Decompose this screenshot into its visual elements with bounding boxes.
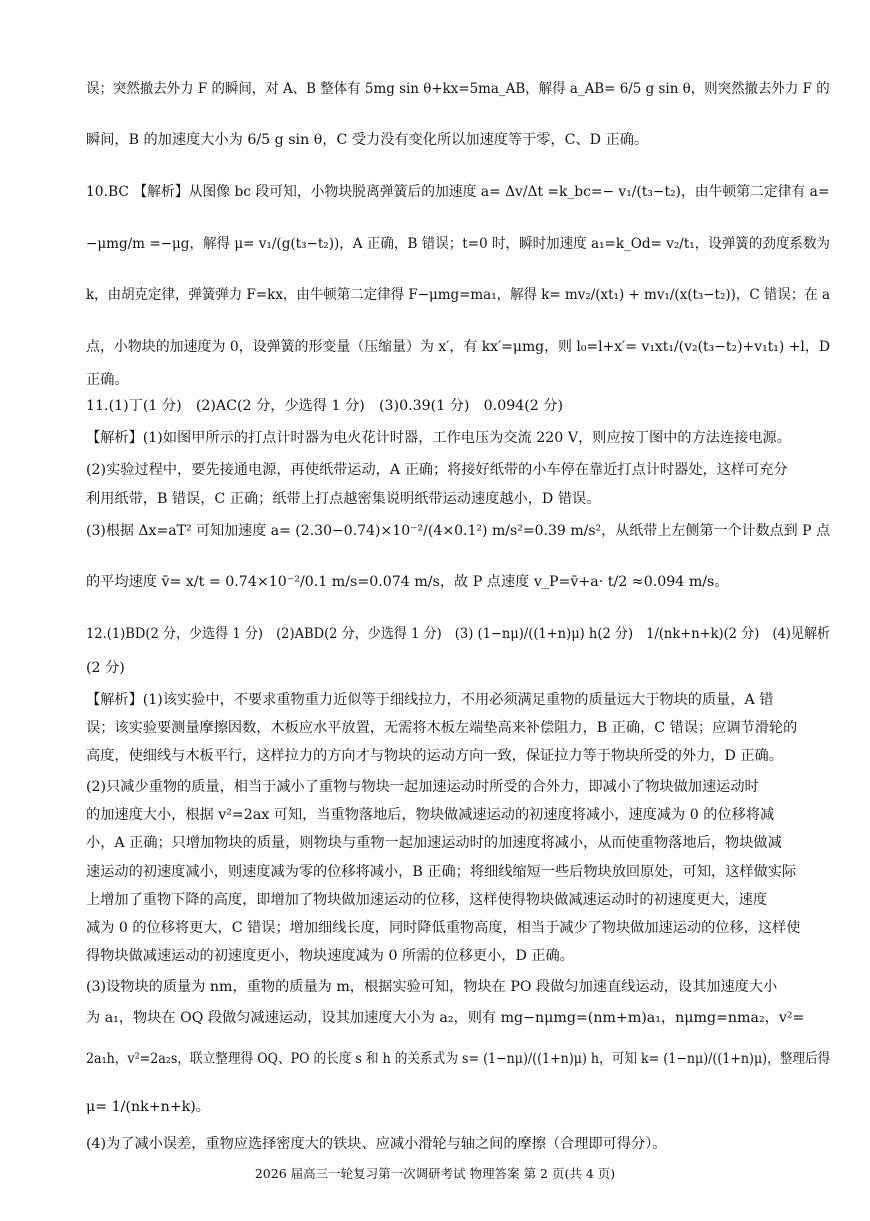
text-line: 【解析】(1)如图甲所示的打点计时器为电火花计时器，工作电压为交流 220 V，则应按丁图中的方法连接电源。 [86,430,791,446]
text-line: k，由胡克定律，弹簧弹力 F=kx，由牛顿第二定律得 F−μmg=ma₁，解得 k= mv₂/(xt₁) + mv₁/(x(t₃−t₂))，C 错误；在 a [86,287,831,303]
text-line: 小，A 正确；只增加物块的质量，则物块与重物一起加速运动时的加速度将减小，从而使重物落地后，物块做减 [86,835,782,851]
text-line: 得物块做减速运动的初速度更小，物块速度减为 0 所需的位移更小，D 正确。 [86,948,574,964]
text-line: 减为 0 的位移将更大，C 错误；增加细线长度，同时降低重物高度，相当于减少了物块做加速运动的位移，这样使 [86,920,801,936]
text-line: 为 a₁，物块在 OQ 段做匀减速运动，设其加速度大小为 a₂，则有 mg−nμmg=(nm+m)a₁，nμmg=nma₂，v²= [86,1010,805,1026]
text-line: 瞬间，B 的加速度大小为 6/5 g sin θ，C 受力没有变化所以加速度等于零，C、D 正确。 [86,132,649,148]
text-line: (3)设物块的质量为 nm，重物的质量为 m，根据实验可知，物块在 PO 段做匀加速直线运动，设其加速度大小 [86,979,778,995]
text-line: μ= 1/(nk+n+k)。 [86,1099,210,1115]
text-line: (2)只减少重物的质量，相当于减小了重物与物块一起加速运动时所受的合外力，即减小了物块做加速运动时 [86,779,759,795]
text-line: −μmg/m =−μg，解得 μ= v₁/(g(t₃−t₂))，A 正确，B 错误；t=0 时，瞬时加速度 a₁=k_Od= v₂/t₁，设弹簧的劲度系数为 [86,236,831,252]
text-line: (2 分) [86,660,125,676]
text-line: 12.(1)BD(2 分，少选得 1 分) (2)ABD(2 分，少选得 1 分) (3) (1−nμ)/((1+n)μ) h(2 分) 1/(nk+n+k)(2 分) (4)见解析 [86,626,831,642]
text-line: 上增加了重物下降的高度，即增加了物块做加速运动的位移，这样使得物块做减速运动时的初速度更大，速度 [86,892,768,908]
page-footer: 2026 届高三一轮复习第一次调研考试 物理答案 第 2 页(共 4 页) [254,1166,616,1181]
text-line: 点，小物块的加速度为 0，设弹簧的形变量（压缩量）为 x′，有 kx′=μmg，则 l₀=l+x′= v₁xt₁/(v₂(t₃−t₂)+v₁t₁) +l，D [86,339,831,355]
text-line: 2a₁h，v²=2a₂s，联立整理得 OQ、PO 的长度 s 和 h 的关系式为 s= (1−nμ)/((1+n)μ) h，可知 k= (1−nμ)/((1+n)μ)，整理后得 [86,1051,831,1067]
text-line: 误；突然撤去外力 F 的瞬间，对 A、B 整体有 5mg sin θ+kx=5ma_AB，解得 a_AB= 6/5 g sin θ，则突然撤去外力 F 的 [86,81,830,97]
text-line: (3)根据 Δx=aT² 可知加速度 a= (2.30−0.74)×10⁻²/(4×0.1²) m/s²=0.39 m/s²，从纸带上左侧第一个计数点到 P 点 [86,523,831,539]
text-line: (2)实验过程中，要先接通电源，再使纸带运动，A 正确；将接好纸带的小车停在靠近打点计时器处，这样可充分 [86,462,788,478]
text-line: (4)为了减小误差，重物应选择密度大的铁块、应减小滑轮与轴之间的摩擦（合理即可得分）。 [86,1136,667,1152]
text-line: 的加速度大小，根据 v²=2ax 可知，当重物落地后，物块做减速运动的初速度将减小，速度减为 0 的位移将减 [86,807,775,823]
text-line: 【解析】(1)该实验中，不要求重物重力近似等于细线拉力，不用必须满足重物的质量远大于物块的质量，A 错 [86,692,774,708]
text-line: 利用纸带，B 错误，C 正确；纸带上打点越密集说明纸带运动速度越小，D 错误。 [86,491,601,507]
text-line: 的平均速度 v̄= x/t = 0.74×10⁻²/0.1 m/s=0.074 m/s，故 P 点速度 v_P=v̄+a· t/2 ≈0.094 m/s。 [86,574,729,590]
text-line: 高度，使细线与木板平行，这样拉力的方向才与物块的运动方向一致，保证拉力等于物块所受的外力，D 正确。 [86,748,783,764]
text-line: 速运动的初速度减小，则速度减为零的位移将减小，B 正确；将细线缩短一些后物块放回原处，可知，这样做实际 [86,864,797,880]
text-line: 11.(1)丁(1 分) (2)AC(2 分，少选得 1 分) (3)0.39(1 分) 0.094(2 分) [86,398,564,414]
text-line: 误；该实验要测量摩擦因数，木板应水平放置，无需将木板左端垫高来补偿阻力，B 正确，C 错误；应调节滑轮的 [86,720,798,736]
text-line: 10.BC 【解析】从图像 bc 段可知，小物块脱离弹簧后的加速度 a= Δv/Δt =k_bc=− v₁/(t₃−t₂)，由牛顿第二定律有 a= [86,184,830,200]
text-line: 正确。 [86,372,129,388]
